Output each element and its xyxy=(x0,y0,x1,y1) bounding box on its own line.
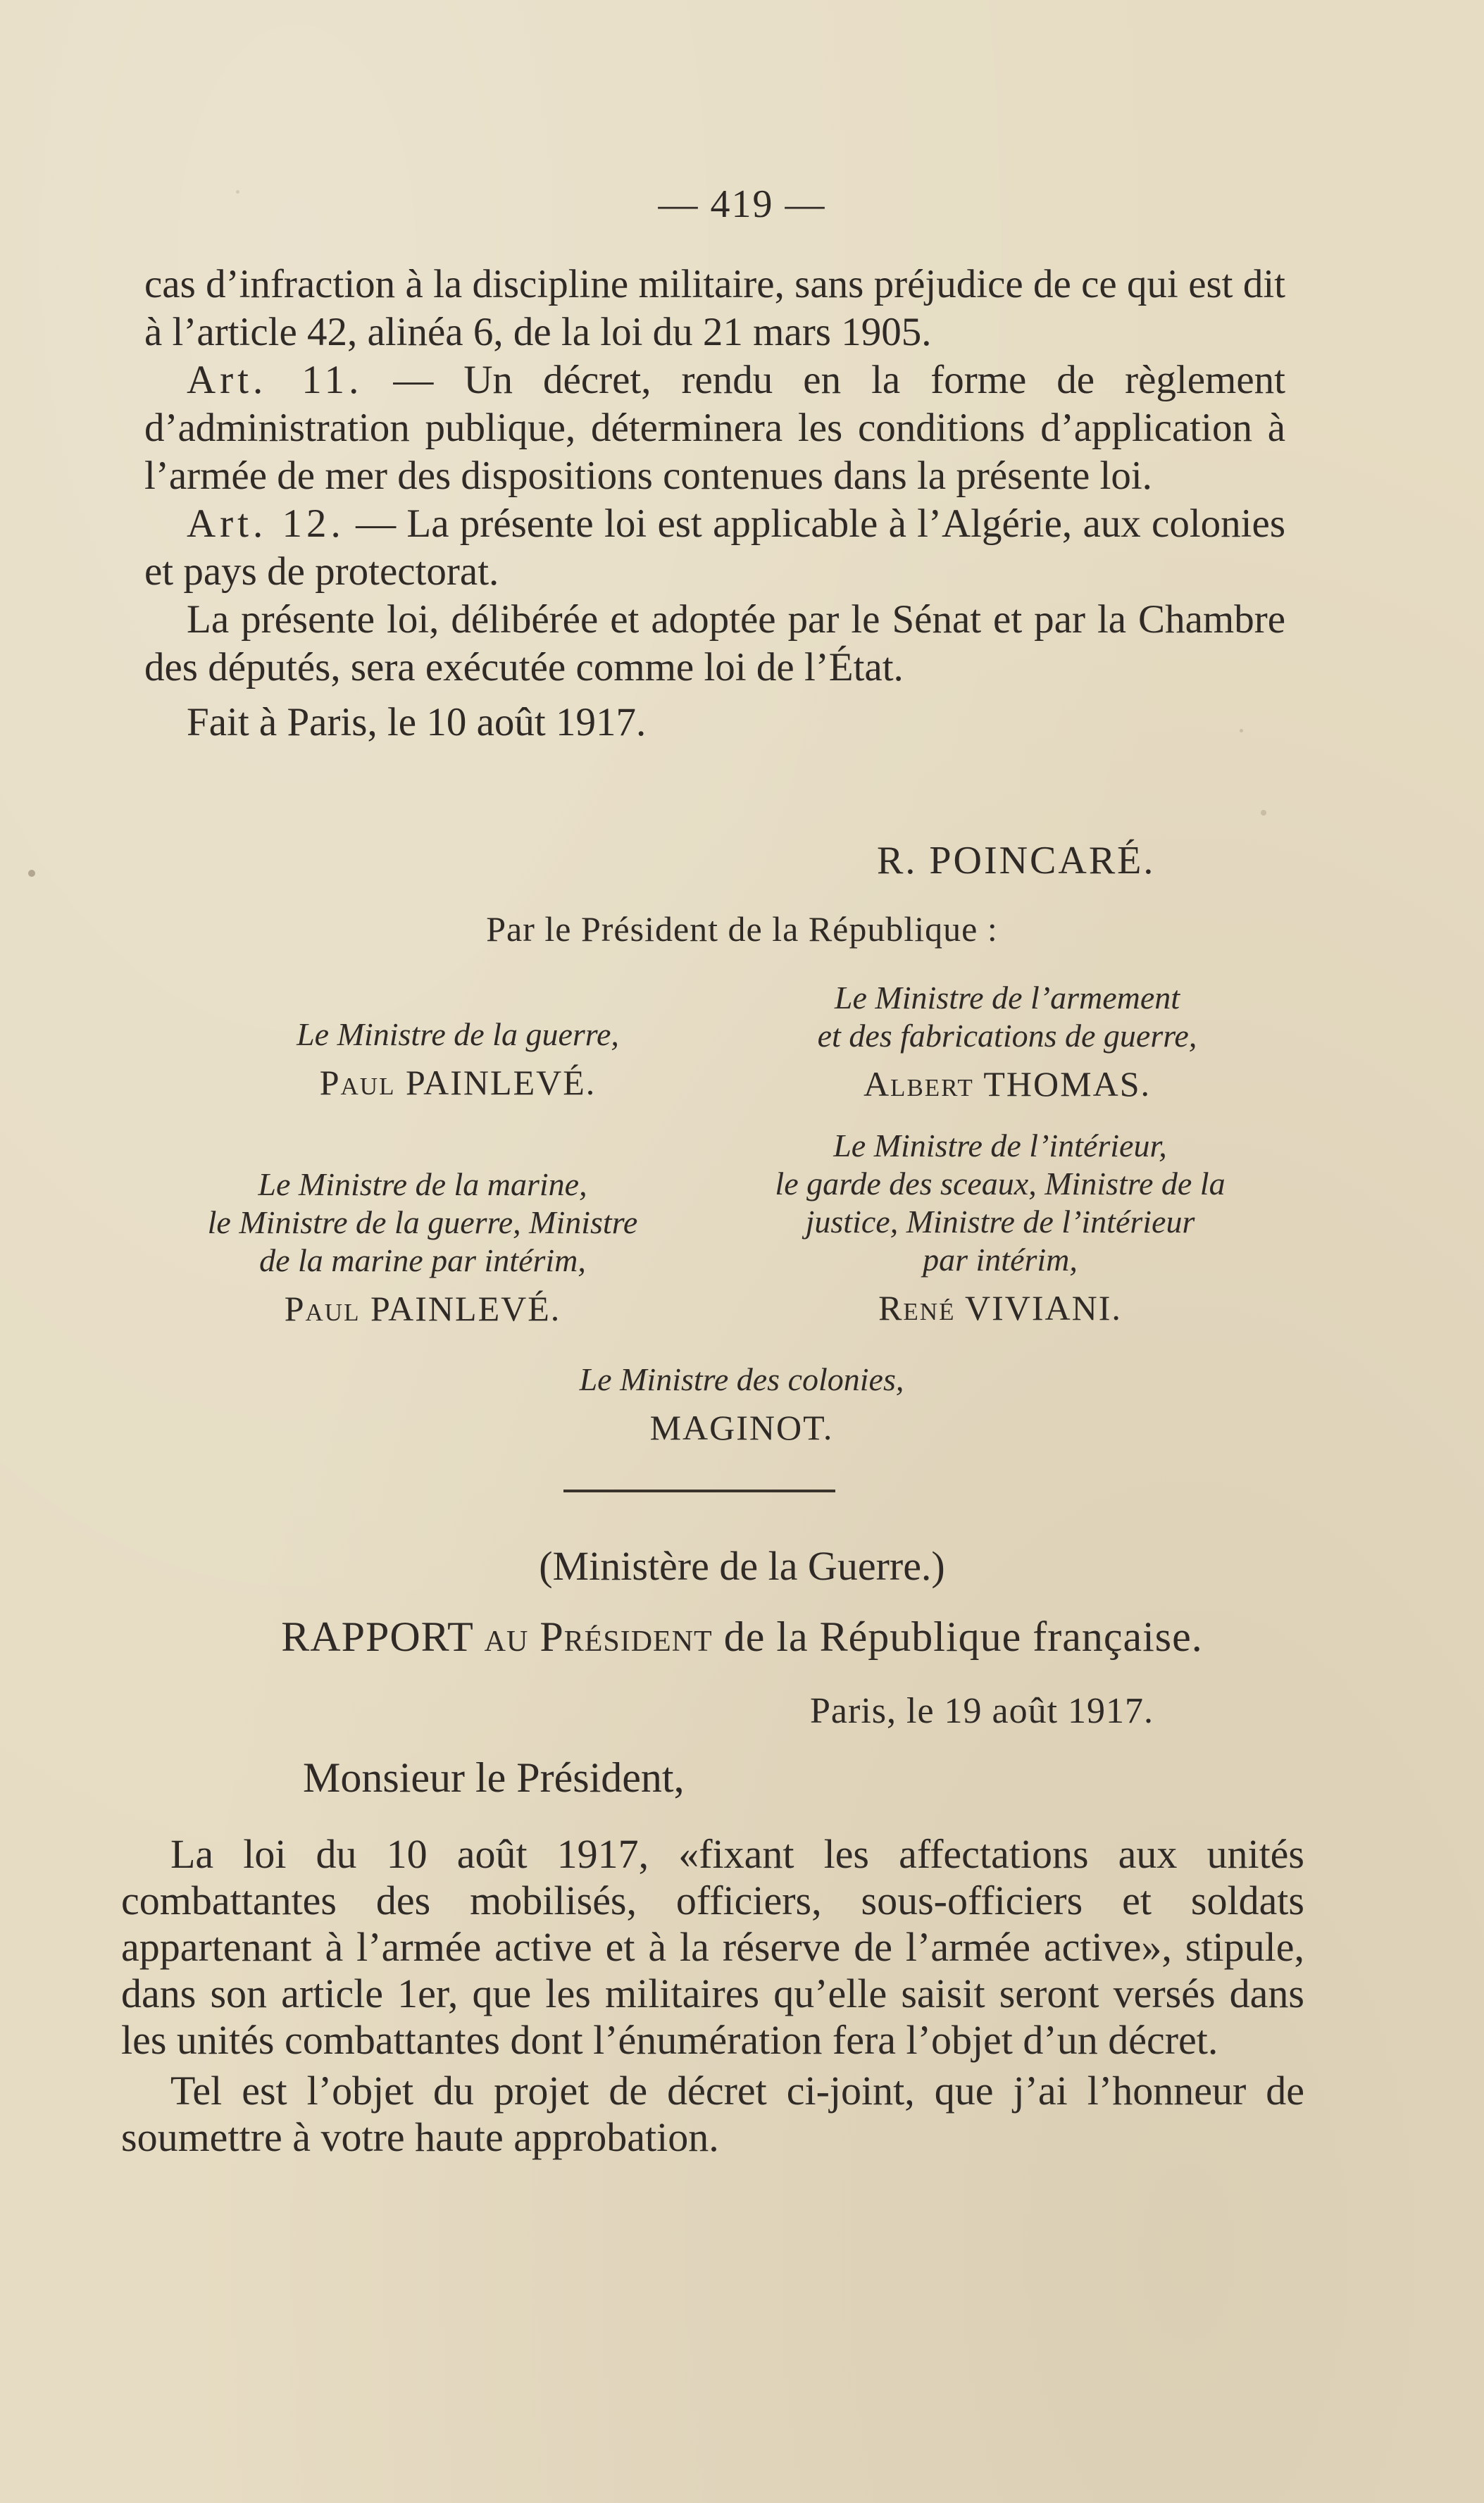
law-paragraph-continuation: cas d’infraction à la discipline militaire, sans préjudice de ce qui est dit à l’article 42, alinéa 6, de la loi du 21 mars 1905. xyxy=(144,262,1285,354)
report-title xyxy=(0,1613,1484,1661)
interieur-title-3: justice, Ministre de l’intérieur xyxy=(805,1204,1195,1240)
report-title-president: Président xyxy=(540,1613,713,1660)
guerre-title: Le Ministre de la guerre, xyxy=(297,1016,619,1052)
signature-interieur xyxy=(690,1127,1310,1327)
report-date: Paris, le 19 août 1917. xyxy=(810,1691,1154,1731)
marine-title-3: de la marine par intérim, xyxy=(259,1242,586,1278)
paper-speck xyxy=(1240,729,1243,732)
interieur-title-4: par intérim, xyxy=(923,1242,1078,1278)
paper-speck xyxy=(1261,810,1266,816)
paper-speck xyxy=(28,870,35,877)
par-le-president: Par le Président de la République : xyxy=(486,909,998,949)
marine-title-1: Le Ministre de la marine, xyxy=(258,1166,587,1202)
salutation: Monsieur le Président, xyxy=(303,1754,685,1801)
paper-speck xyxy=(236,190,239,194)
marine-title-2: le Ministre de la guerre, Ministre xyxy=(207,1204,638,1240)
law-text xyxy=(144,261,1285,747)
interieur-title-2: le garde des sceaux, Ministre de la xyxy=(775,1166,1226,1201)
article-11 xyxy=(144,356,1285,500)
ministry-heading: (Ministère de la Guerre.) xyxy=(539,1543,945,1589)
report-title-au: au xyxy=(484,1613,529,1660)
article-11-label: Art. 11. xyxy=(187,358,363,402)
armement-name: Albert THOMAS. xyxy=(863,1064,1152,1104)
report-paragraph-1: La loi du 10 août 1917, «fixant les affectations aux unités combattantes des mobilisés, officiers, sous-officiers et soldats appartenant à l’armée active et à la réserve de l’armée active», stipule, dans son article 1er, que les militaires qu’elle saisit seront versés dans les unités combattantes dont l’énumération fera l’objet d’un décret. xyxy=(121,1831,1304,2063)
armement-title-1: Le Ministre de l’armement xyxy=(834,980,1180,1016)
signature-marine xyxy=(155,1166,690,1328)
article-12-label: Art. 12. xyxy=(187,501,345,546)
report-title-republique: de la République française. xyxy=(723,1613,1203,1660)
marine-name: Paul PAINLEVÉ. xyxy=(284,1289,561,1328)
interieur-name: René VIVIANI. xyxy=(878,1288,1122,1328)
article-12 xyxy=(144,500,1285,596)
report-title-rapport: RAPPORT xyxy=(281,1613,473,1660)
section-divider xyxy=(563,1490,835,1492)
report-paragraph-2: Tel est l’objet du projet de décret ci-joint, que j’ai l’honneur de soumettre à votre haute approbation. xyxy=(121,2068,1304,2160)
colonies-title: Le Ministre des colonies, xyxy=(579,1361,904,1397)
signature-colonies xyxy=(389,1361,1094,1447)
guerre-name: Paul PAINLEVÉ. xyxy=(319,1063,597,1102)
article-12-text: — La présente loi est applicable à l’Algérie, aux colonies et pays de protectorat. xyxy=(144,501,1285,594)
report-body xyxy=(121,1831,1304,2161)
president-signature: R. POINCARÉ. xyxy=(877,839,1156,882)
colonies-name: MAGINOT. xyxy=(649,1408,834,1447)
signature-armement xyxy=(711,979,1303,1103)
signature-guerre xyxy=(211,1016,704,1101)
article-11-text: — Un décret, rendu en la forme de règlement d’administration publique, déterminera les conditions d’application à l’armée de mer des dispositions contenues dans la présente loi. xyxy=(144,358,1285,498)
interieur-title-1: Le Ministre de l’intérieur, xyxy=(833,1128,1167,1163)
adoption-paragraph: La présente loi, délibérée et adoptée par le Sénat et par la Chambre des députés, sera exécutée comme loi de l’État. xyxy=(144,597,1285,689)
page-number: — 419 — xyxy=(658,182,826,226)
armement-title-2: et des fabrications de guerre, xyxy=(817,1018,1197,1054)
fait-a-paris: Fait à Paris, le 10 août 1917. xyxy=(187,700,647,744)
